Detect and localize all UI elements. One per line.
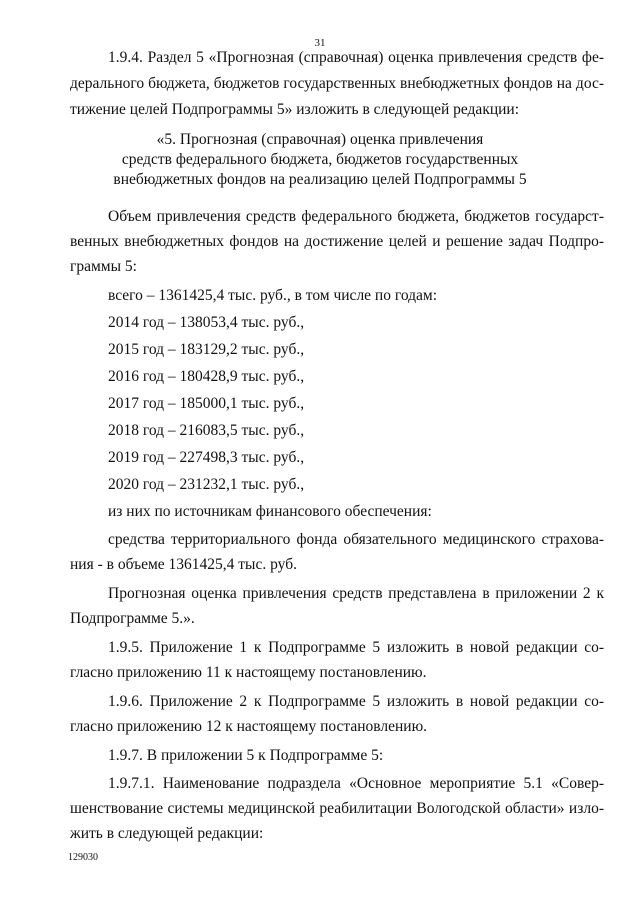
forecast-paragraph-line-2: Подпрограмме 5.». [70, 610, 195, 627]
year-line-2016: 2016 год – 180428,9 тыс. руб., [108, 368, 305, 385]
item-1-9-7-1-line-2: шенствование системы медицинской реабилитации Вологодской области» изло- [70, 800, 604, 817]
item-1-9-7-1-line-1: 1.9.7.1. Наименование подраздела «Основное мероприятие 5.1 «Совер- [108, 775, 604, 792]
item-1-9-6-line-1: 1.9.6. Приложение 2 к Подпрограмме 5 изложить в новой редакции со- [108, 693, 604, 710]
item-1-9-7: 1.9.7. В приложении 5 к Подпрограмме 5: [108, 747, 384, 764]
item-1-9-4-line-2: дерального бюджета, бюджетов государственных внебюджетных фондов на дос- [70, 75, 604, 92]
year-line-2020: 2020 год – 231232,1 тыс. руб., [108, 476, 305, 493]
fund-paragraph-line-1: средства территориального фонда обязательного медицинского страхова- [108, 531, 604, 548]
item-1-9-5-line-2: гласно приложению 11 к настоящему постановлению. [70, 664, 427, 681]
year-line-2018: 2018 год – 216083,5 тыс. руб., [108, 422, 305, 439]
item-1-9-7-1-line-3: жить в следующей редакции: [70, 825, 264, 842]
item-1-9-6-line-2: гласно приложению 12 к настоящему постановлению. [70, 718, 428, 735]
volume-paragraph-line-3: граммы 5: [70, 258, 137, 275]
forecast-paragraph-line-1: Прогнозная оценка привлечения средств представлена в приложении 2 к [108, 585, 604, 602]
section-heading-line-1: «5. Прогнозная (справочная) оценка привлечения [156, 131, 484, 148]
item-1-9-4-line-1: 1.9.4. Раздел 5 «Прогнозная (справочная) оценка привлечения средств фе- [108, 49, 604, 66]
year-line-2017: 2017 год – 185000,1 тыс. руб., [108, 395, 305, 412]
item-1-9-5-line-1: 1.9.5. Приложение 1 к Подпрограмме 5 изложить в новой редакции со- [108, 639, 604, 656]
year-line-2019: 2019 год – 227498,3 тыс. руб., [108, 449, 305, 466]
volume-paragraph-line-1: Объем привлечения средств федерального бюджета, бюджетов государст- [108, 208, 604, 225]
volume-paragraph-line-2: венных внебюджетных фондов на достижение целей и решение задач Подпро- [70, 233, 604, 250]
section-heading-line-2: средств федерального бюджета, бюджетов государственных [121, 151, 519, 168]
item-1-9-4-line-3: тижение целей Подпрограммы 5» изложить в следующей редакции: [70, 101, 520, 118]
footer-document-code: 129030 [68, 852, 98, 863]
page-number: 31 [314, 37, 326, 49]
section-heading-line-3: внебюджетных фондов на реализацию целей Подпрограммы 5 [113, 171, 527, 188]
sources-line: из них по источникам финансового обеспечения: [108, 503, 432, 520]
fund-paragraph-line-2: ния - в объеме 1361425,4 тыс. руб. [70, 556, 297, 573]
total-line: всего – 1361425,4 тыс. руб., в том числе по годам: [108, 287, 438, 304]
year-line-2014: 2014 год – 138053,4 тыс. руб., [108, 314, 305, 331]
year-line-2015: 2015 год – 183129,2 тыс. руб., [108, 341, 305, 358]
